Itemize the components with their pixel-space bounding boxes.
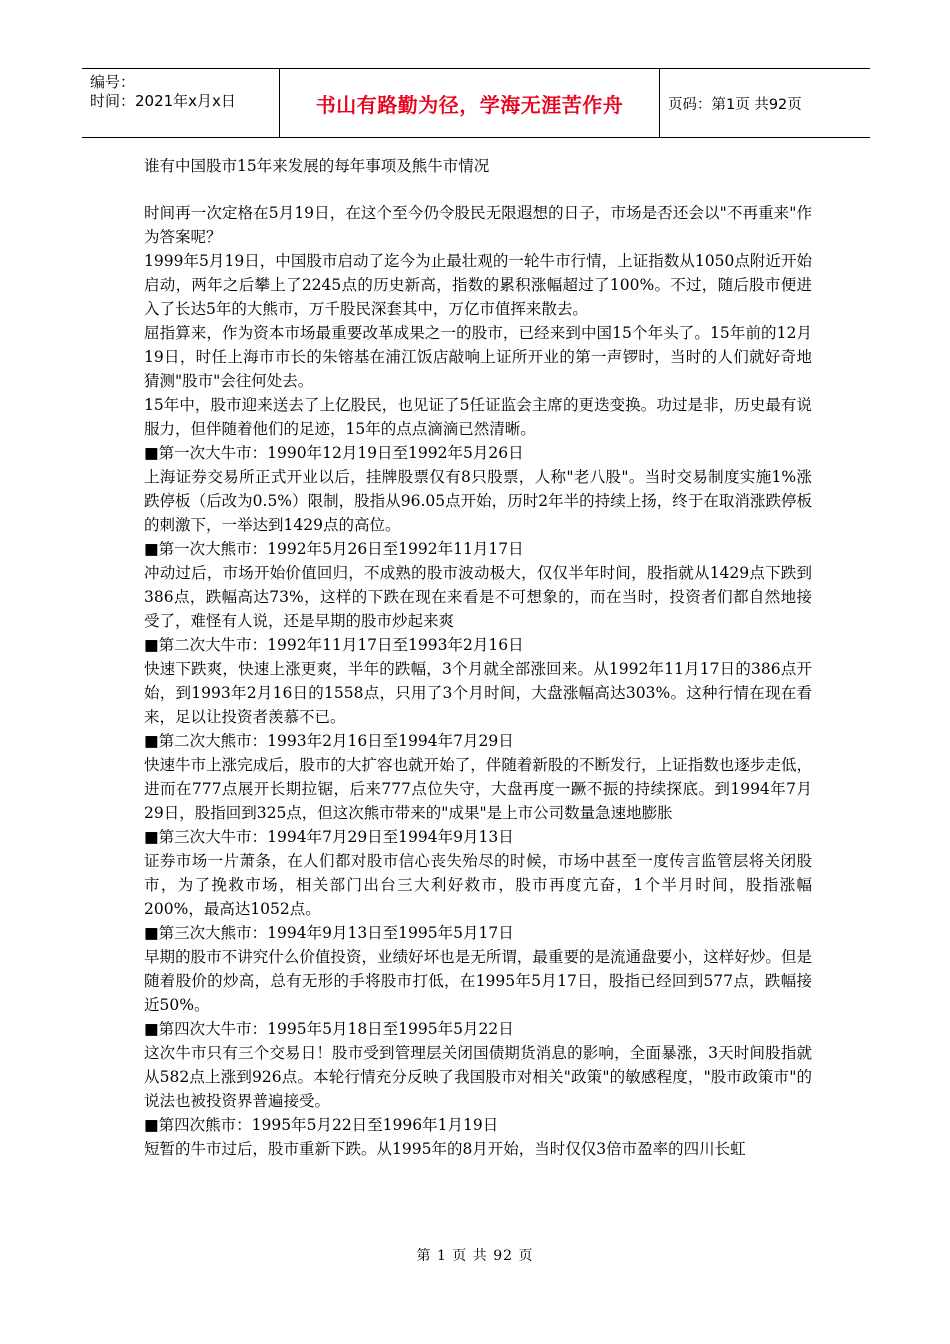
document-date: 时间：2021年x月x日 xyxy=(90,92,236,110)
header-motto: 书山有路勤为径，学海无涯苦作舟 xyxy=(315,92,624,117)
paragraph: 1999年5月19日，中国股市启动了迄今为止最壮观的一轮牛市行情，上证指数从1050点附近开始启动，两年之后攀上了2245点的历史新高，指数的累积涨幅超过了100%。不过，随后股市便进入了长达5年的大熊市，万千股民深套其中，万亿市值挥来散去。 xyxy=(144,252,812,318)
paragraph: 短暂的牛市过后，股市重新下跌。从1995年的8月开始，当时仅仅3倍市盈率的四川长虹 xyxy=(144,1140,746,1158)
paragraph: 上海证券交易所正式开业以后，挂牌股票仅有8只股票，人称"老八股"。当时交易制度实施1%涨跌停板（后改为0.5%）限制，股指从96.05点开始，历时2年半的持续上扬，终于在取消涨跌停板的刺激下，一举达到1429点的高位。 xyxy=(144,468,812,534)
document-title: 谁有中国股市15年来发展的每年事项及熊牛市情况 xyxy=(144,157,490,175)
paragraph: 早期的股市不讲究什么价值投资，业绩好坏也是无所谓，最重要的是流通盘要小，这样好炒。但是随着股价的炒高，总有无形的手将股市打低，在1995年5月17日，股指已经回到577点，跌幅接近50%。 xyxy=(144,948,812,1014)
paragraph: 快速牛市上涨完成后，股市的大扩容也就开始了，伴随着新股的不断发行，上证指数也逐步走低，进而在777点展开长期拉锯，后来777点位失守，大盘再度一蹶不振的持续探底。到1994年7月29日，股指回到325点，但这次熊市带来的"成果"是上市公司数量急速地膨胀 xyxy=(144,756,812,822)
section-heading: ■第四次大牛市：1995年5月18日至1995年5月22日 xyxy=(144,1020,514,1038)
page-header xyxy=(82,68,870,138)
header-meta xyxy=(90,73,276,111)
paragraph: 证券市场一片萧条，在人们都对股市信心丧失殆尽的时候，市场中甚至一度传言监管层将关闭股市，为了挽救市场，相关部门出台三大利好救市，股市再度亢奋，1个半月时间，股指涨幅200%，最高达1052点。 xyxy=(144,852,812,918)
section-heading: ■第四次熊市：1995年5月22日至1996年1月19日 xyxy=(144,1116,499,1134)
paragraph: 时间再一次定格在5月19日，在这个至今仍令股民无限遐想的日子，市场是否还会以"不再重来"作为答案呢？ xyxy=(144,204,812,246)
header-page-info: 页码：第1页 共92页 xyxy=(668,96,802,113)
document-body xyxy=(144,154,812,1161)
section-heading: ■第二次大牛市：1992年11月17日至1993年2月16日 xyxy=(144,636,524,654)
paragraph: 屈指算来，作为资本市场最重要改革成果之一的股市，已经来到中国15个年头了。15年前的12月19日，时任上海市市长的朱镕基在浦江饭店敲响上证所开业的第一声锣时，当时的人们就好奇地猜测"股市"会往何处去。 xyxy=(144,324,812,390)
page-footer: 第 1 页 共 92 页 xyxy=(416,1248,534,1264)
paragraph: 冲动过后，市场开始价值回归，不成熟的股市波动极大，仅仅半年时间，股指就从1429点下跌到386点，跌幅高达73%，这样的下跌在现在来看是不可想象的，而在当时，投资者们都自然地接受了，难怪有人说，还是早期的股市炒起来爽 xyxy=(144,564,812,630)
section-heading: ■第一次大牛市：1990年12月19日至1992年5月26日 xyxy=(144,444,524,462)
document-paragraphs xyxy=(144,201,812,1161)
header-divider xyxy=(659,69,660,137)
paragraph: 快速下跌爽，快速上涨更爽，半年的跌幅，3个月就全部涨回来。从1992年11月17日的386点开始，到1993年2月16日的1558点，只用了3个月时间，大盘涨幅高达303%。这种行情在现在看来，足以让投资者羡慕不已。 xyxy=(144,660,812,726)
section-heading: ■第二次大熊市：1993年2月16日至1994年7月29日 xyxy=(144,732,514,750)
section-heading: ■第一次大熊市：1992年5月26日至1992年11月17日 xyxy=(144,540,524,558)
section-heading: ■第三次大熊市：1994年9月13日至1995年5月17日 xyxy=(144,924,514,942)
document-number-label: 编号： xyxy=(90,73,136,91)
paragraph: 这次牛市只有三个交易日！股市受到管理层关闭国债期货消息的影响，全面暴涨，3天时间股指就从582点上涨到926点。本轮行情充分反映了我国股市对相关"政策"的敏感程度，"股市政策市"的说法也被投资界普遍接受。 xyxy=(144,1044,812,1110)
paragraph: 15年中，股市迎来送去了上亿股民，也见证了5任证监会主席的更迭变换。功过是非，历史最有说服力，但伴随着他们的足迹，15年的点点滴滴已然清晰。 xyxy=(144,396,812,438)
section-heading: ■第三次大牛市：1994年7月29日至1994年9月13日 xyxy=(144,828,514,846)
